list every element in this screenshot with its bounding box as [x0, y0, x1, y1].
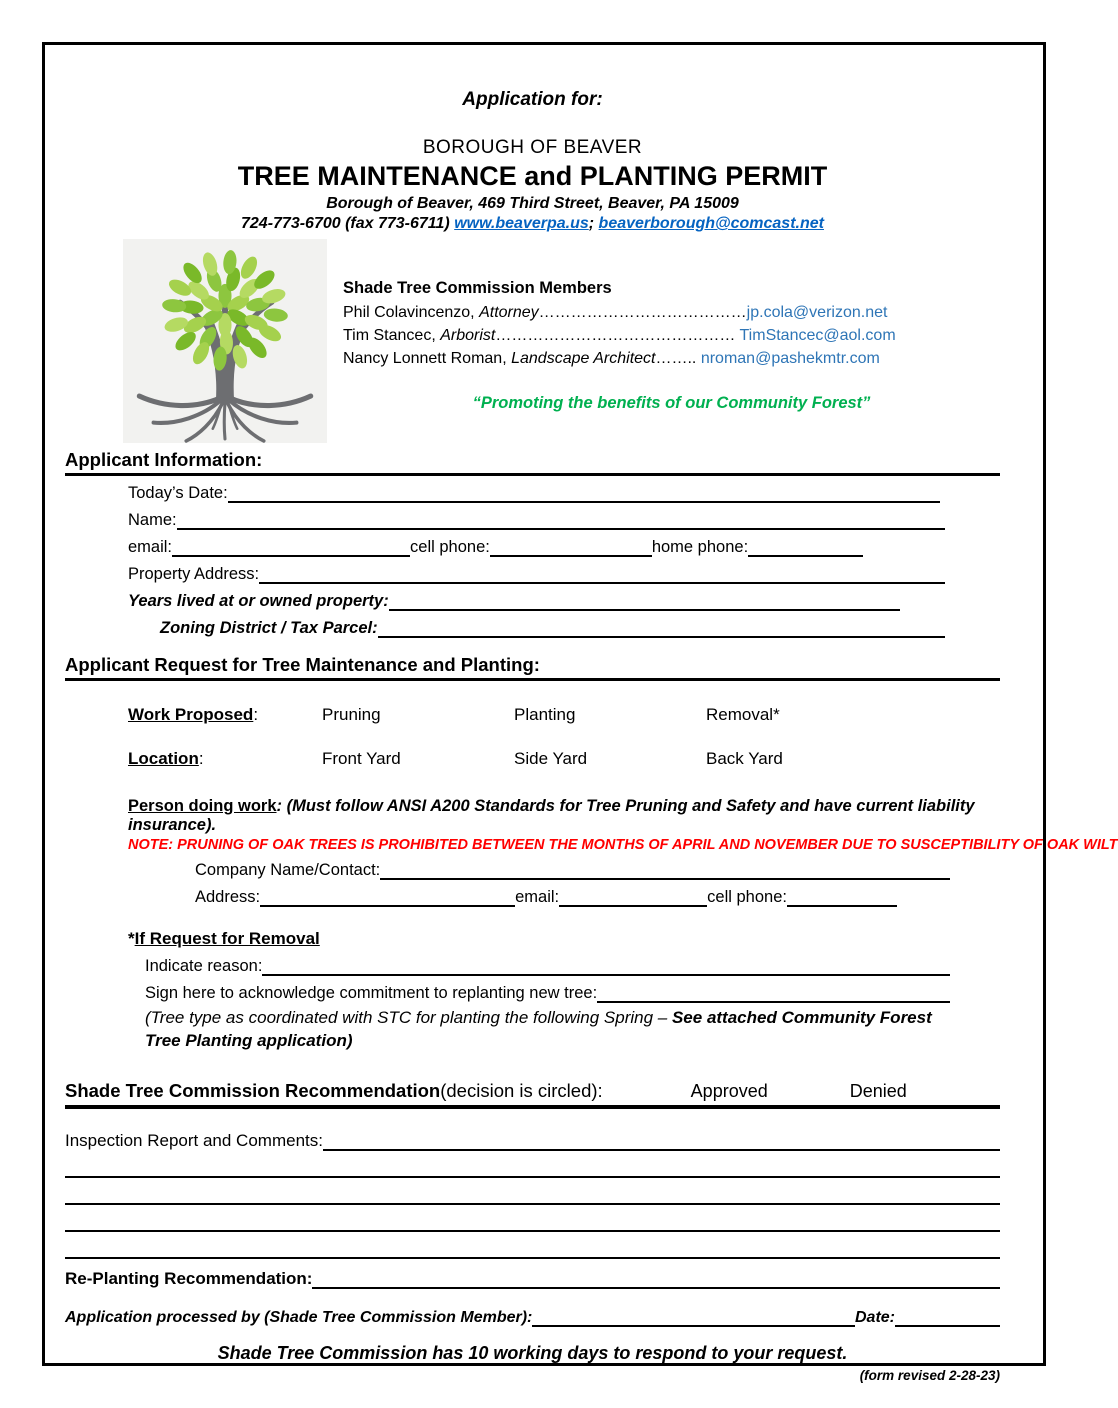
inspection-line[interactable]: [323, 1131, 1000, 1151]
recommendation-heading-rest: (decision is circled):: [440, 1080, 603, 1101]
processed-by-row: [65, 1307, 1000, 1327]
respond-note: Shade Tree Commission has 10 working days to respond to your request.: [217, 1343, 848, 1363]
removal-sign-label: Sign here to acknowledge commitment to replanting new tree:: [145, 984, 598, 1002]
member-email-link[interactable]: jp.cola@verizon.net: [746, 304, 888, 321]
name-row: [128, 510, 1000, 530]
person-doing-work-heading: [128, 797, 1000, 835]
comments-line-1[interactable]: [65, 1151, 1000, 1178]
dot-leader: ………………………………………: [495, 327, 740, 344]
contractor-address-label: Address:: [195, 888, 261, 906]
commission-member: [343, 347, 1000, 370]
cell-phone-label: cell phone:: [410, 538, 490, 556]
org-contact-line: [65, 215, 1000, 233]
colon: :: [198, 749, 204, 768]
processed-by-line[interactable]: [532, 1307, 855, 1327]
todays-date-line[interactable]: [228, 483, 940, 503]
company-label: Company Name/Contact:: [195, 861, 381, 879]
date-label: Date:: [854, 1309, 895, 1326]
recommendation-heading: Shade Tree Commission Recommendation: [65, 1080, 441, 1101]
processed-by-label: Application processed by (Shade Tree Commission Member):: [65, 1309, 533, 1326]
removal-reason-row: [145, 956, 1000, 976]
years-row: [128, 591, 1000, 611]
org-email-link[interactable]: beaverborough@comcast.net: [598, 215, 824, 232]
years-line[interactable]: [389, 591, 900, 611]
removal-note-bold: See attached Community Forest Tree Planting application): [145, 1008, 932, 1050]
phone-numbers: 724-773-6700 (fax 773-6711): [241, 215, 455, 232]
comments-line-2[interactable]: [65, 1178, 1000, 1205]
recommendation-row: [65, 1080, 1000, 1109]
colon: :: [253, 705, 259, 724]
org-address: Borough of Beaver, 469 Third Street, Beaver, PA 15009: [326, 195, 739, 212]
denied-option[interactable]: Denied: [849, 1081, 907, 1101]
member-name: Phil Colavincenzo,: [343, 304, 480, 321]
name-label: Name:: [128, 511, 177, 529]
removal-sign-line[interactable]: [597, 983, 950, 1003]
form-revision: (form revised 2-28-23): [859, 1368, 1000, 1383]
zoning-row: [160, 618, 1000, 638]
commission-heading: Shade Tree Commission Members: [343, 279, 612, 297]
contractor-email-line[interactable]: [559, 887, 707, 907]
commission-member: [343, 324, 1000, 347]
form-border: [42, 42, 1118, 1383]
home-phone-label: home phone:: [651, 538, 749, 556]
option-back-yard[interactable]: Back Yard: [706, 749, 783, 768]
member-name: Nancy Lonnett Roman,: [343, 350, 512, 367]
contractor-email-label: email:: [515, 888, 560, 906]
work-proposed-row: [128, 705, 1000, 725]
location-text: Location: [128, 749, 199, 768]
property-address-line[interactable]: [259, 564, 945, 584]
replant-label: Re-Planting Recommendation:: [65, 1269, 313, 1288]
todays-date-row: [128, 483, 1000, 503]
dot-leader: ……..: [655, 350, 701, 367]
zoning-line[interactable]: [378, 618, 945, 638]
removal-note-italic: (Tree type as coordinated with STC for planting the following Spring –: [145, 1008, 672, 1027]
contractor-contact-row: [195, 887, 1000, 907]
option-removal[interactable]: Removal*: [706, 705, 780, 724]
property-address-row: [128, 564, 1000, 584]
logo-and-commission-row: [65, 239, 1000, 443]
contractor-cell-label: cell phone:: [707, 888, 787, 906]
comments-line-4[interactable]: [65, 1232, 1000, 1259]
inspection-label: Inspection Report and Comments:: [65, 1131, 323, 1150]
member-email-link[interactable]: nroman@pashekmtr.com: [700, 350, 880, 367]
contact-row: [128, 537, 1000, 557]
years-label: Years lived at or owned property:: [128, 592, 389, 610]
property-address-label: Property Address:: [128, 565, 260, 583]
person-doing-work-label: Person doing work: [128, 797, 277, 815]
contractor-cell-line[interactable]: [787, 887, 897, 907]
tree-roots-icon: [123, 239, 327, 443]
removal-reason-label: Indicate reason:: [145, 957, 263, 975]
asterisk: *: [128, 929, 135, 948]
removal-heading: [128, 929, 1000, 949]
commission-motto: “Promoting the benefits of our Community Forest”: [472, 394, 871, 412]
email-line[interactable]: [172, 537, 410, 557]
removal-note: [145, 1006, 965, 1052]
org-name: BOROUGH OF BEAVER: [422, 137, 643, 158]
cell-phone-line[interactable]: [490, 537, 652, 557]
work-proposed-label: [128, 705, 322, 725]
link-separator: ;: [588, 215, 599, 232]
request-heading: Applicant Request for Tree Maintenance and Planting:: [65, 654, 1000, 681]
work-proposed-text: Work Proposed: [128, 705, 254, 724]
option-front-yard[interactable]: Front Yard: [322, 749, 401, 768]
member-role: Arborist: [440, 327, 496, 344]
location-label: [128, 749, 322, 769]
oak-wilt-note: NOTE: PRUNING OF OAK TREES IS PROHIBITED BETWEEN THE MONTHS OF APRIL AND NOVEMBER DUE TO SUSCEPTIBILITY OF OAK WILT: [128, 837, 1118, 853]
member-role: Attorney: [479, 304, 539, 321]
replant-row: [65, 1269, 1000, 1289]
removal-sign-row: [145, 983, 1000, 1003]
todays-date-label: Today’s Date:: [128, 484, 228, 502]
person-doing-work-requirement: : (Must follow ANSI A200 Standards for Tree Pruning and Safety and have current liability insurance).: [128, 797, 975, 834]
replant-line[interactable]: [312, 1269, 1000, 1289]
website-link[interactable]: www.beaverpa.us: [454, 215, 589, 232]
date-line[interactable]: [895, 1307, 1000, 1327]
member-role: Landscape Architect: [511, 350, 656, 367]
form-title: TREE MAINTENANCE and PLANTING PERMIT: [237, 161, 828, 191]
dot-leader: …………………………………: [538, 304, 747, 321]
member-name: Tim Stancec,: [343, 327, 441, 344]
contractor-address-line[interactable]: [260, 887, 515, 907]
email-label: email:: [128, 538, 173, 556]
applicant-info-heading: Applicant Information:: [65, 449, 1000, 476]
zoning-label: Zoning District / Tax Parcel:: [160, 619, 378, 637]
member-email-link[interactable]: TimStancec@aol.com: [739, 327, 896, 344]
approved-option[interactable]: Approved: [690, 1081, 768, 1101]
name-line[interactable]: [177, 510, 945, 530]
option-planting[interactable]: Planting: [514, 705, 576, 724]
tree-logo: [123, 239, 327, 443]
removal-heading-text: If Request for Removal: [134, 929, 320, 948]
removal-reason-line[interactable]: [262, 956, 950, 976]
location-row: [128, 749, 1000, 769]
option-side-yard[interactable]: Side Yard: [514, 749, 588, 768]
comments-line-3[interactable]: [65, 1205, 1000, 1232]
company-line[interactable]: [380, 860, 950, 880]
home-phone-line[interactable]: [748, 537, 863, 557]
option-pruning[interactable]: Pruning: [322, 705, 381, 724]
application-for-label: Application for:: [462, 89, 603, 110]
inspection-row: [65, 1131, 1000, 1151]
commission-column: [343, 239, 1000, 443]
company-row: [195, 860, 1000, 880]
commission-member: [343, 301, 1000, 324]
